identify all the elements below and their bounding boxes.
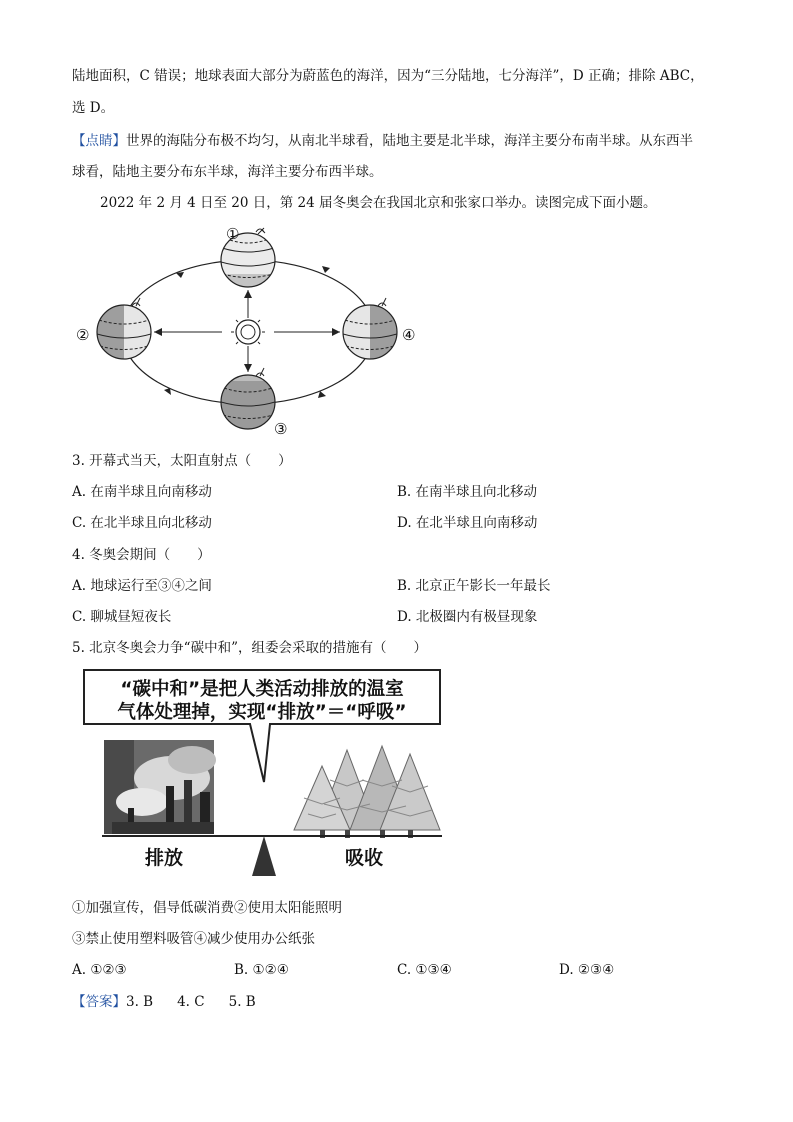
- q3-option-c[interactable]: C. 在北半球且向北移动: [72, 515, 212, 531]
- intro-text: 2022 年 2 月 4 日至 20 日，第 24 届冬奥会在我国北京和张家口举办。读图完成下面小题。: [100, 195, 657, 211]
- orbit-arrow-icon: [176, 272, 184, 278]
- factory-emission-image: [104, 740, 216, 834]
- answer-5: 5. B: [228, 994, 256, 1010]
- q4-option-d[interactable]: D. 北极圈内有极昼现象: [397, 609, 538, 625]
- q5-option-d[interactable]: D. ②③④: [559, 962, 615, 978]
- q3-option-d[interactable]: D. 在北半球且向南移动: [397, 515, 538, 531]
- earth-globe-2: [97, 298, 151, 359]
- balance-fulcrum-icon: [252, 836, 276, 876]
- q3-stem: 3. 开幕式当天，太阳直射点（ ）: [72, 453, 292, 469]
- sun-icon: [231, 315, 265, 349]
- q4-option-a[interactable]: A. 地球运行至③④之间: [72, 578, 212, 594]
- q3-option-b[interactable]: B. 在南半球且向北移动: [397, 484, 538, 500]
- comment-tag: 【点睛】: [72, 133, 126, 149]
- globe-label-1: ①: [226, 225, 240, 243]
- analysis-line-2: 选 D。: [72, 100, 115, 116]
- answer-tag: 【答案】: [72, 994, 126, 1010]
- orbit-arrow-icon: [322, 266, 330, 273]
- emission-label: 排放: [144, 847, 184, 869]
- earth-orbit-diagram: [72, 222, 432, 440]
- bubble-text-1: “碳中和”是把人类活动排放的温室: [120, 679, 404, 700]
- comment-line-2: 球看，陆地主要分布东半球，海洋主要分布西半球。: [72, 164, 383, 180]
- carbon-neutral-figure: [72, 668, 452, 880]
- q5-option-a[interactable]: A. ①②③: [72, 962, 127, 978]
- q4-stem: 4. 冬奥会期间（ ）: [72, 547, 211, 563]
- earth-globe-3: [221, 368, 275, 429]
- q5-stem: 5. 北京冬奥会力争“碳中和”，组委会采取的措施有（ ）: [72, 640, 427, 656]
- earth-globe-4: [343, 298, 397, 359]
- q5-measures-1: ①加强宣传，倡导低碳消费②使用太阳能照明: [72, 900, 342, 916]
- analysis-line-1: 陆地面积，C 错误；地球表面大部分为蔚蓝色的海洋，因为“三分陆地，七分海洋”，D 正确；排除 ABC，: [72, 68, 704, 84]
- trees-absorption-image: [294, 746, 440, 838]
- globe-label-2: ②: [76, 326, 90, 344]
- orbit-arrow-icon: [164, 388, 171, 395]
- q3-option-a[interactable]: A. 在南半球且向南移动: [72, 484, 212, 500]
- comment-line-1: [72, 131, 693, 151]
- q4-option-b[interactable]: B. 北京正午影长一年最长: [397, 578, 551, 594]
- globe-label-3: ③: [274, 420, 288, 438]
- q5-option-b[interactable]: B. ①②④: [234, 962, 289, 978]
- answer-4: 4. C: [177, 994, 205, 1010]
- q4-option-c[interactable]: C. 聊城昼短夜长: [72, 609, 172, 625]
- q5-option-c[interactable]: C. ①③④: [397, 962, 452, 978]
- globe-label-4: ④: [402, 326, 416, 344]
- bubble-text-2: 气体处理掉，实现“排放”＝“呼吸”: [117, 702, 407, 723]
- answer-3: 3. B: [126, 994, 154, 1010]
- comment-text-1: 世界的海陆分布极不均匀，从南北半球看，陆地主要是北半球，海洋主要分布南半球。从东西半: [126, 133, 693, 149]
- q5-measures-2: ③禁止使用塑料吸管④减少使用办公纸张: [72, 931, 315, 947]
- absorption-label: 吸收: [344, 847, 384, 869]
- answer-line: [72, 992, 256, 1012]
